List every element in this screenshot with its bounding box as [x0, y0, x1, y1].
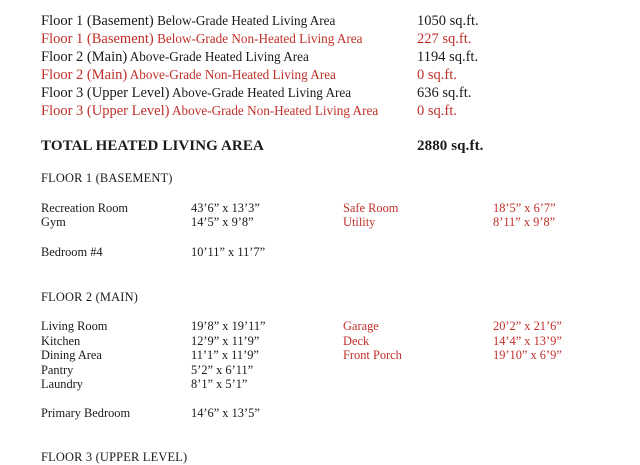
- total-value: 2880 sq.ft.: [417, 138, 484, 154]
- room-name: Living Room: [41, 319, 108, 333]
- room-size: 14’4” x 13’9”: [493, 334, 562, 348]
- summary-row-1: [41, 13, 335, 30]
- room-size: 20’2” x 21’6”: [493, 319, 562, 333]
- summary-desc: Above-Grade Heated Living Area: [169, 85, 352, 100]
- summary-desc: Below-Grade Non-Heated Living Area: [153, 31, 363, 46]
- summary-desc: Above-Grade Non-Heated Living Area: [127, 67, 336, 82]
- floor2-heading: FLOOR 2 (MAIN): [41, 290, 139, 304]
- summary-level: Floor 3 (Upper Level): [41, 85, 170, 101]
- room-name: Bedroom #4: [41, 245, 103, 259]
- room-size: 19’10” x 6’9”: [493, 348, 562, 362]
- room-size: 14’6” x 13’5”: [191, 406, 260, 420]
- summary-desc: Above-Grade Non-Heated Living Area: [169, 103, 379, 118]
- summary-value: 0 sq.ft.: [417, 67, 457, 83]
- room-name: Laundry: [41, 377, 83, 391]
- summary-value: 636 sq.ft.: [417, 85, 472, 101]
- summary-value: 0 sq.ft.: [417, 103, 457, 119]
- summary-row-5: [41, 85, 351, 102]
- room-size: 12’9” x 11’9”: [191, 334, 260, 348]
- room-name: Dining Area: [41, 348, 102, 362]
- room-name: Gym: [41, 215, 66, 229]
- summary-level: Floor 1 (Basement): [41, 13, 154, 29]
- summary-desc: Below-Grade Heated Living Area: [153, 13, 336, 28]
- summary-row-2: [41, 31, 363, 48]
- room-name: Garage: [343, 319, 379, 333]
- room-name: Deck: [343, 334, 370, 348]
- summary-level: Floor 1 (Basement): [41, 31, 154, 47]
- room-name: Pantry: [41, 363, 74, 377]
- room-size: 43’6” x 13’3”: [191, 201, 260, 215]
- room-name: Recreation Room: [41, 201, 129, 215]
- room-size: 11’1” x 11’9”: [191, 348, 259, 362]
- room-size: 5’2” x 6’11”: [191, 363, 254, 377]
- room-size: 18’5” x 6’7”: [493, 201, 556, 215]
- summary-level: Floor 2 (Main): [41, 49, 128, 65]
- summary-row-3: [41, 49, 309, 66]
- summary-level: Floor 3 (Upper Level): [41, 103, 170, 119]
- room-name: Utility: [343, 215, 376, 229]
- room-size: 14’5” x 9’8”: [191, 215, 254, 229]
- room-size: 8’1” x 5’1”: [191, 377, 248, 391]
- summary-value: 227 sq.ft.: [417, 31, 472, 47]
- floor1-heading: FLOOR 1 (BASEMENT): [41, 171, 173, 185]
- room-size: 10’11” x 11’7”: [191, 245, 266, 259]
- summary-desc: Above-Grade Heated Living Area: [127, 49, 309, 64]
- summary-row-6: [41, 103, 378, 120]
- room-size: 19’8” x 19’11”: [191, 319, 266, 333]
- summary-value: 1050 sq.ft.: [417, 13, 479, 29]
- floor3-heading: FLOOR 3 (UPPER LEVEL): [41, 450, 188, 464]
- total-label: TOTAL HEATED LIVING AREA: [41, 138, 264, 154]
- room-name: Kitchen: [41, 334, 81, 348]
- summary-level: Floor 2 (Main): [41, 67, 128, 83]
- room-name: Primary Bedroom: [41, 406, 131, 420]
- summary-row-4: [41, 67, 336, 84]
- room-size: 8’11” x 9’8”: [493, 215, 556, 229]
- room-name: Front Porch: [343, 348, 402, 362]
- room-name: Safe Room: [343, 201, 399, 215]
- summary-value: 1194 sq.ft.: [417, 49, 479, 65]
